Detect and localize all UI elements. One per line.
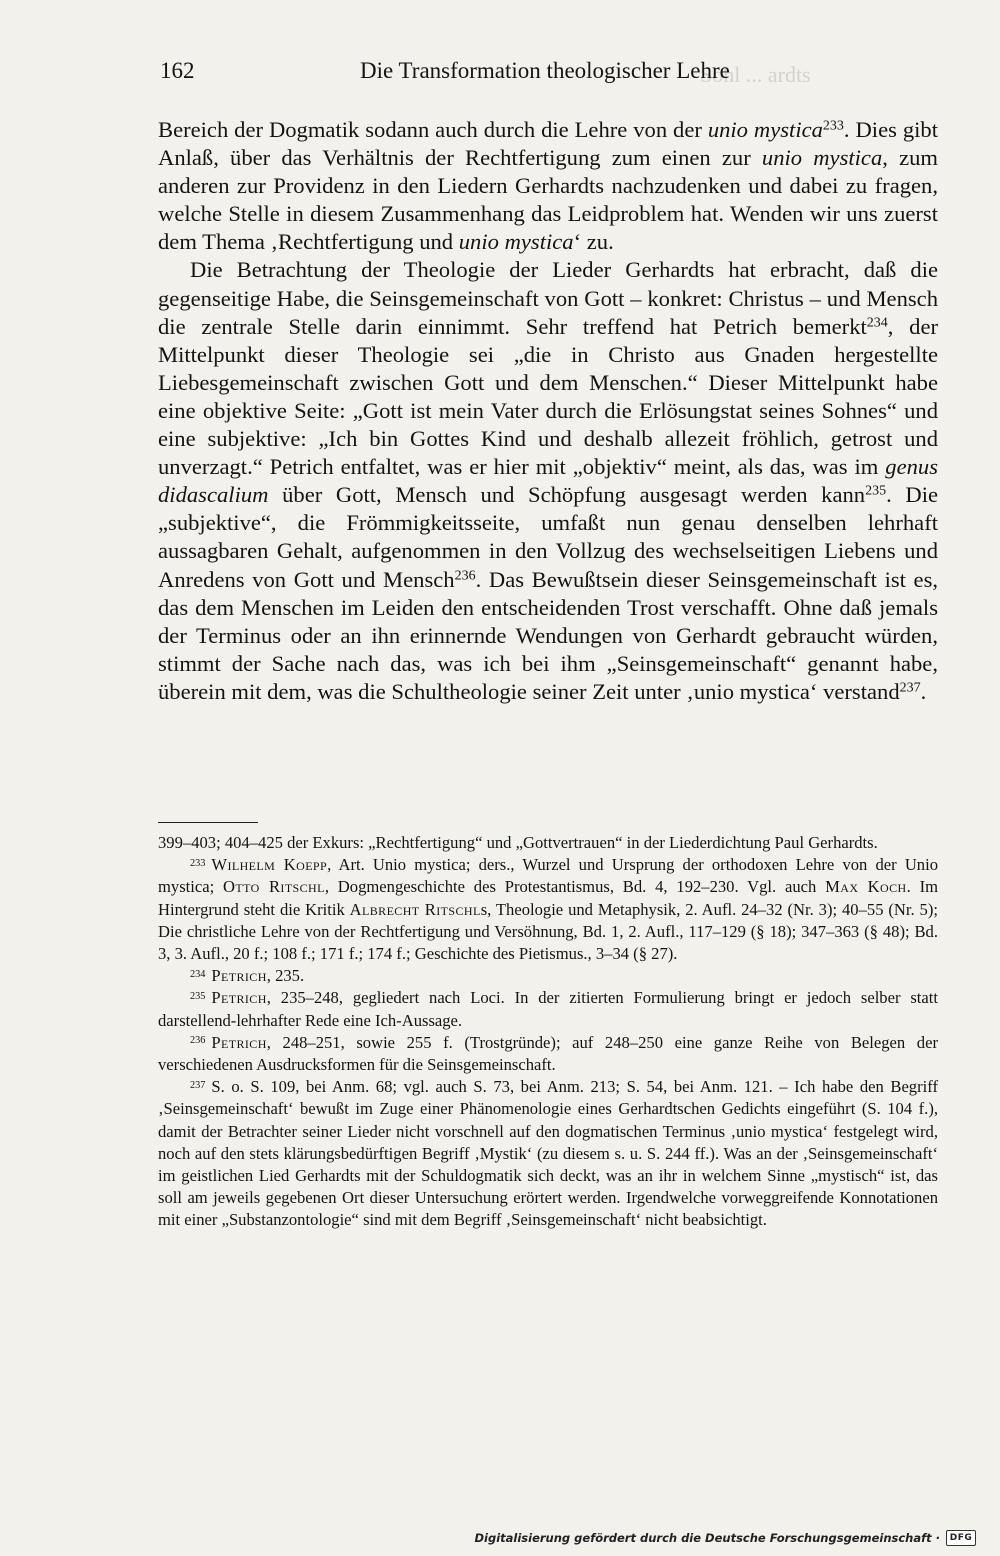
text-run: S. o. S. 109, bei Anm. 68; vgl. auch S. 73, bei Anm. 213; S. 54, bei Anm. 121. – Ich habe den Begriff ‚Seinsgemeinschaft‘ bewußt im Zuge einer Phänomenologie eines Gerhardtschen Gedichts eingeführt (S. 104 f.), damit der Betrachter seiner Lieder nicht vorschnell auf den dogmatischen Terminus ‚unio mystica‘ festgelegt wird, noch auf den stets klärungsbedürftigen Begriff ‚Mystik‘ (zu diesem s. u. S. 244 ff.). Was an der ‚Seinsgemeinschaft‘ im geistlichen Lied Gerhardts mit der Schuldogmatik sich deckt, was an ihr in welchem Sinne „mystisch“ ist, das soll am jeweils gegebenen Ort dieser Untersuchung erörtert werden. Irgendwelche vorweggreifende Konnotationen mit einer „Substanzontologie“ sind mit dem Begriff ‚Seinsgemeinschaft‘ nicht beabsichtigt. xyxy=(158,1077,938,1230)
text-run: . Die „subjektive“, die Frömmigkeitsseite, umfaßt nun genau denselben lehrhaft aussagbaren Gehalt, aufgenommen in den Vollzug des wechselseitigen Liebens und Anredens von Gott und Mensch xyxy=(158,482,939,592)
text-run: , Dogmengeschichte des Protestantismus, Bd. 4, 192–230. Vgl. auch xyxy=(324,877,826,897)
footnote-235 xyxy=(158,987,938,1031)
footnote-ref: 233 xyxy=(822,118,844,134)
text-run: , 235. xyxy=(266,966,305,986)
footnote-divider xyxy=(158,822,258,823)
italic-term: genus didascalium xyxy=(158,454,938,508)
text-run: s, Theologie und Metaphysik, 2. Aufl. 24–32 (Nr. 3); 40–55 (Nr. 5); Die christliche Lehre von der Rechtfertigung und Versöhnung, Bd. 1, 2. Aufl., 117–129 (§ 18); 347–363 (§ 48); Bd. 3, 3. Aufl., 20 f.; 108 f.; 171 f.; 174 f.; Geschichte des Pietismus., 3–34 (§ 27). xyxy=(158,899,938,964)
author-name: Otto Ritschl xyxy=(223,877,325,897)
footnote-233 xyxy=(158,854,938,965)
italic-term: unio mystica xyxy=(761,145,883,171)
footnote-ref: 237 xyxy=(899,680,921,696)
author-name: Albrecht Ritschl xyxy=(349,899,481,919)
text-run: , 235–248, gegliedert nach Loci. In der zitierten Formulierung bringt er jedoch selber statt darstellend-lehrhafter Rede eine Ich-Aussage. xyxy=(158,988,938,1030)
running-head: Die Transformation theologischer Lehre xyxy=(360,58,730,83)
footnote-continuation: 399–403; 404–425 der Exkurs: „Rechtfertigung“ und „Gottvertrauen“ in der Liederdichtung Paul Gerhardts. xyxy=(158,833,878,852)
text-run: , zum anderen zur Providenz in den Liedern Gerhardts nachzudenken und dabei zu fragen, welche Stelle in diesem Zusammenhang das Leidproblem hat. Wenden wir uns zuerst dem Thema ‚Rechtfertigung und xyxy=(158,145,938,255)
text-run: , Art. Unio mystica; ders., Wurzel und Ursprung der orthodoxen Lehre von der Unio mystica; xyxy=(158,855,939,897)
text-run: , 248–251, sowie 255 f. (Trostgründe); auf 248–250 eine ganze Reihe von Belegen der verschiedenen Ausdrucksformen für die Seinsgemeinschaft. xyxy=(158,1032,938,1075)
page-header xyxy=(158,58,940,92)
text-run: . Dies gibt Anlaß, über das Verhältnis der Rechtfertigung zum einen zur xyxy=(158,117,938,171)
author-name: Petrich xyxy=(211,988,267,1008)
text-run: über Gott, Mensch und Schöpfung ausgesagt werden kann xyxy=(268,482,866,508)
footnotes xyxy=(158,832,938,1232)
text-run: . Im Hintergrund steht die Kritik xyxy=(158,877,938,919)
footnote-ref: 234 xyxy=(866,314,888,330)
footnote-236 xyxy=(158,1032,938,1076)
footnote-number: 235 xyxy=(190,990,206,1002)
italic-term: unio mystica xyxy=(707,117,823,142)
footnote-number: 237 xyxy=(190,1079,206,1091)
paragraph-2 xyxy=(158,256,938,706)
footnote-number: 236 xyxy=(190,1035,206,1047)
digitization-footer xyxy=(475,1527,977,1549)
text-run: . xyxy=(920,678,927,704)
author-name: Petrich xyxy=(211,1032,267,1052)
italic-term: unio mystica xyxy=(458,229,574,255)
footnote-ref: 236 xyxy=(454,567,476,583)
author-name: Wilhelm Koepp xyxy=(211,855,328,875)
funding-credit: Digitalisierung gefördert durch die Deutsche Forschungsgemeinschaft · xyxy=(474,1531,940,1545)
text-run: ‘ zu. xyxy=(573,229,614,255)
text-run: . Das Bewußtsein dieser Seinsgemeinschaft ist es, das dem Menschen im Leiden den entscheidenden Trost verschafft. Ohne daß jemals der Terminus oder an ihn erinnernde Wendungen von Gerhardt gebraucht würden, stimmt der Sache nach das, was ich bei ihm „Seinsgemeinschaft“ genannt habe, überein mit dem, was die Schultheologie seiner Zeit unter ‚unio mystica‘ verstand xyxy=(158,566,939,704)
footnote-number: 233 xyxy=(190,857,206,869)
text-run: Bereich der Dogmatik sodann auch durch die Lehre von der xyxy=(158,117,708,142)
show-through-text: Sohl ... ardts xyxy=(700,62,811,87)
footnote-237 xyxy=(158,1076,938,1231)
footnote-ref: 235 xyxy=(865,483,887,499)
paragraph-1 xyxy=(158,116,938,256)
footnote-number: 234 xyxy=(190,968,206,980)
author-name: Max Koch xyxy=(825,877,907,897)
main-text xyxy=(158,116,938,706)
author-name: Petrich xyxy=(211,966,267,986)
footnote-234 xyxy=(158,965,938,987)
text-run: Die Betrachtung der Theologie der Lieder Gerhardts hat erbracht, daß die gegenseitige Habe, die Seinsgemeinschaft von Gott – konkret: Christus – und Mensch die zentrale Stelle darin einnimmt. Sehr treffend hat Petrich bemerkt xyxy=(158,257,938,339)
text-run: , der Mittelpunkt dieser Theologie sei „die in Christo aus Gnaden hergestellte Liebesgemeinschaft zwischen Gott und dem Menschen.“ Dieser Mittelpunkt habe eine objektive Seite: „Gott ist mein Vater durch die Erlösungstat seines Sohnes“ und eine subjektive: „Ich bin Gottes Kind und deshalb allezeit fröhlich, getrost und unverzagt.“ Petrich entfaltet, was er hier mit „objektiv“ meint, als das, was im xyxy=(158,313,938,480)
page-number: 162 xyxy=(160,58,195,83)
dfg-logo: DFG xyxy=(946,1530,976,1546)
